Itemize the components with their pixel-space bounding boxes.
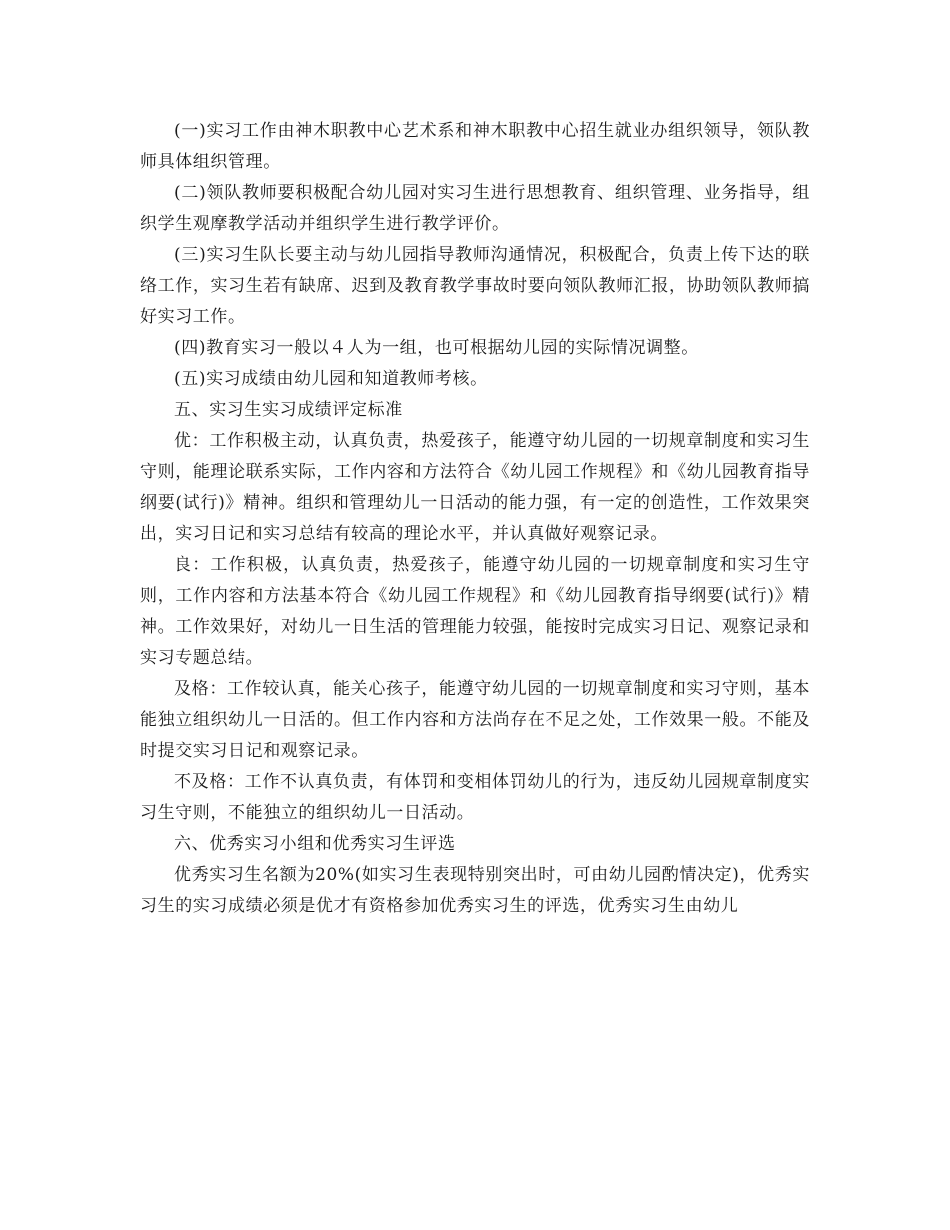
paragraph-grade-fail: 不及格：工作不认真负责，有体罚和变相体罚幼儿的行为，违反幼儿园规章制度实习生守则，不能独立的组织幼儿一日活动。 — [140, 772, 810, 823]
section-heading-grading-standards: 五、实习生实习成绩评定标准 — [174, 400, 403, 420]
paragraph-team-teacher: (二)领队教师要积极配合幼儿园对实习生进行思想教育、组织管理、业务指导，组织学生观摩教学活动并组织学生进行教学评价。 — [140, 183, 810, 234]
paragraph-grade-pass: 及格：工作较认真，能关心孩子，能遵守幼儿园的一切规章制度和实习守则，基本能独立组织幼儿一日活的。但工作内容和方法尚存在不足之处，工作效果一般。不能及时提交实习日记和观察记录。 — [140, 679, 810, 761]
paragraph-grade-good: 良：工作积极，认真负责，热爱孩子，能遵守幼儿园的一切规章制度和实习生守则，工作内容和方法基本符合《幼儿园工作规程》和《幼儿园教育指导纲要(试行)》精神。工作效果好，对幼儿一日生活的管理能力较强，能按时完成实习日记、观察记录和实习专题总结。 — [140, 555, 810, 668]
paragraph-management: (一)实习工作由神木职教中心艺术系和神木职教中心招生就业办组织领导，领队教师具体组织管理。 — [140, 121, 810, 172]
document-body — [140, 116, 810, 922]
paragraph-team-leader: (三)实习生队长要主动与幼儿园指导教师沟通情况，积极配合，负责上传下达的联络工作，实习生若有缺席、迟到及教育教学事故时要向领队教师汇报，协助领队教师搞好实习工作。 — [140, 245, 810, 327]
paragraph-group-size: (四)教育实习一般以４人为一组，也可根据幼儿园的实际情况调整。 — [174, 338, 699, 358]
paragraph-assessment: (五)实习成绩由幼儿园和知道教师考核。 — [174, 369, 488, 389]
paragraph-excellent-quota: 优秀实习生名额为20%(如实习生表现特别突出时，可由幼儿园酌情决定)，优秀实习生的实习成绩必须是优才有资格参加优秀实习生的评选，优秀实习生由幼儿 — [140, 865, 810, 916]
paragraph-grade-excellent: 优：工作积极主动，认真负责，热爱孩子，能遵守幼儿园的一切规章制度和实习生守则，能理论联系实际，工作内容和方法符合《幼儿园工作规程》和《幼儿园教育指导纲要(试行)》精神。组织和管理幼儿一日活动的能力强，有一定的创造性，工作效果突出，实习日记和实习总结有较高的理论水平，并认真做好观察记录。 — [140, 431, 810, 544]
section-heading-excellent-selection: 六、优秀实习小组和优秀实习生评选 — [174, 834, 456, 854]
